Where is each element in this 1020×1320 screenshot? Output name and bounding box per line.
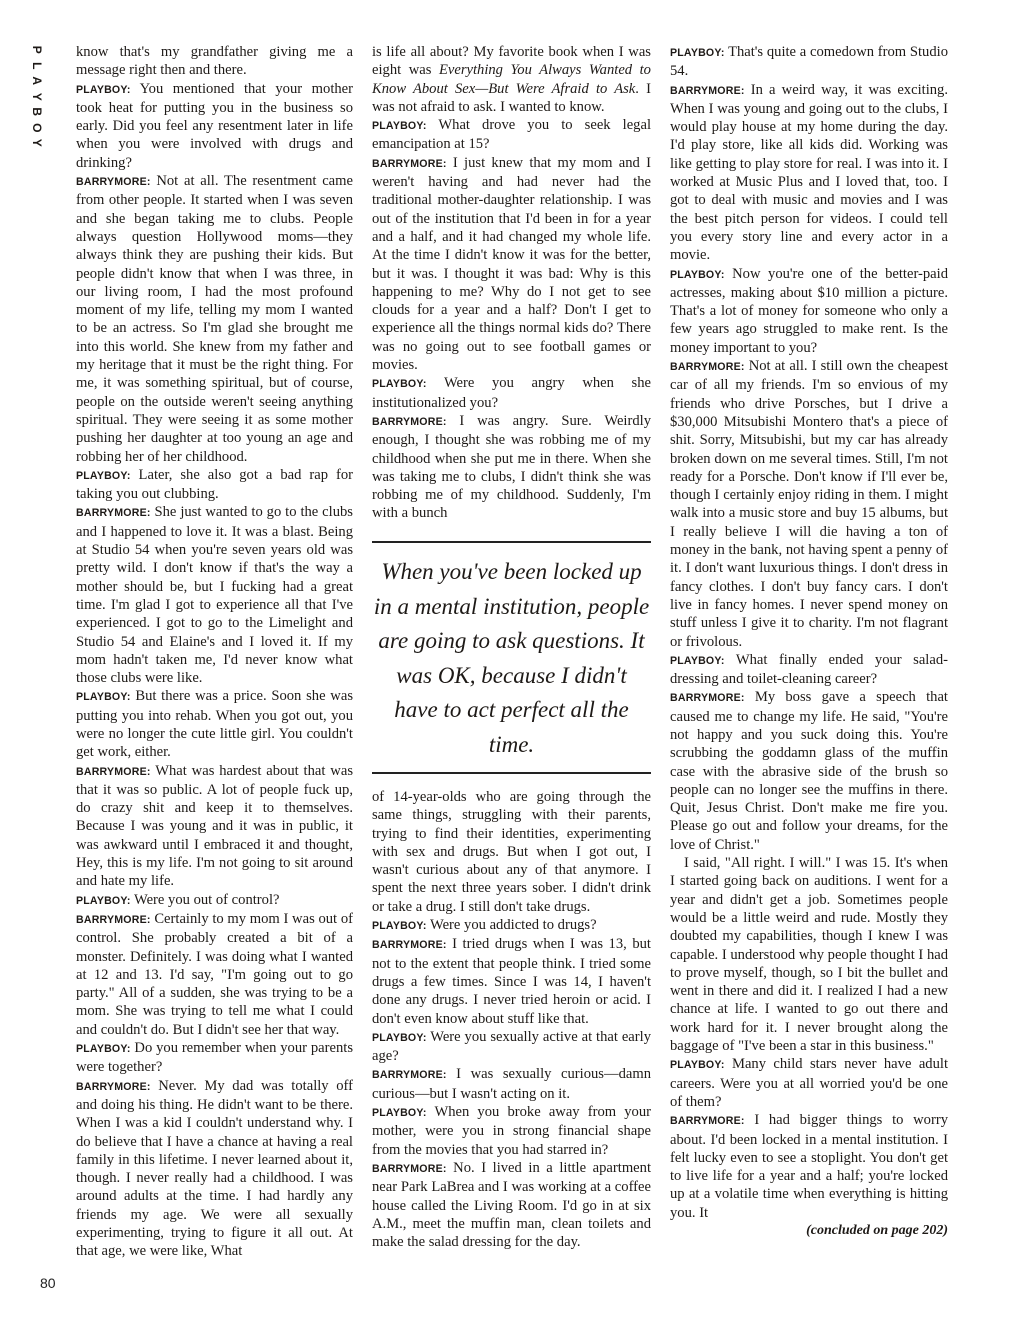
article-paragraph — [76, 80, 353, 172]
paragraph-text: What drove you to seek legal emancipation at 15? — [372, 117, 652, 153]
column-1 — [76, 43, 353, 1261]
article-paragraph — [670, 81, 948, 265]
pull-quote-bottom-rule — [372, 772, 651, 774]
paragraph-text: In a weird way, it was exciting. When I was young and going out to the clubs, I would play house at my home during the day. I'd play store, like all kids did. Working was like getting to play store for real. I was into it. I worked at Music Plus and I loved that, too. I got to deal with music and movies and I was the best pitch person for videos. I could tell you every story line and every actor in a movie. — [670, 81, 948, 264]
pull-quote: When you've been locked up in a mental institution, people are going to ask questions. It was OK, because I didn't have to act perfect all the time. — [373, 559, 650, 757]
speaker-label: BARRYMORE: — [372, 1069, 447, 1082]
speaker-label: BARRYMORE: — [372, 1162, 447, 1175]
speaker-label: PLAYBOY: — [76, 691, 131, 704]
speaker-label: BARRYMORE: — [670, 692, 745, 705]
speaker-label: PLAYBOY: — [670, 47, 725, 59]
speaker-label: PLAYBOY: — [76, 894, 131, 907]
article-paragraph — [670, 1111, 948, 1222]
speaker-label: PLAYBOY: — [76, 1043, 131, 1056]
speaker-label: PLAYBOY: — [670, 1059, 725, 1072]
paragraph-text: . I was not afraid to ask. I wanted to know. — [372, 80, 651, 115]
article-paragraph — [670, 651, 948, 689]
speaker-label: PLAYBOY: — [372, 1031, 427, 1044]
speaker-label: BARRYMORE: — [372, 415, 447, 428]
speaker-label: BARRYMORE: — [670, 361, 745, 374]
paragraph-text: Were you sexually active at that early age? — [372, 1028, 651, 1065]
masthead-letter: L — [29, 61, 44, 69]
paragraph-text: I just knew that my mom and I weren't having and had never had the traditional mother-daughter relationship. I was out of the institution that I'd been in for a year and a half, and it had changed my whole life. At the time I didn't know it was for the better, but it was. I thought it was bad: Why is this happening to me? Why do I not get to see clouds for a year and a half? Don't I get to experience all the things normal kids do? There was no going out to see football games or movies. — [372, 154, 651, 374]
column-2-top — [372, 43, 651, 523]
column-3 — [670, 43, 948, 1240]
article-paragraph — [372, 1065, 651, 1103]
speaker-label: BARRYMORE: — [76, 765, 151, 778]
paragraph-text: But there was a price. Soon she was putting you into rehab. When you got out, you were no longer the cute little girl. You couldn't get work, either. — [76, 688, 354, 761]
paragraph-text: Were you out of control? — [133, 891, 280, 908]
article-paragraph — [372, 116, 651, 154]
paragraph-text: Many child stars never have adult careers. Were you at all worried you'd be one of them? — [670, 1056, 948, 1110]
paragraph-text: I tried drugs when I was 13, but not to the extent that people think. I tried some drugs a few times. Since I was 14, I haven't done any drugs. I never tried heroin or acid. I don't even know about stuff like that. — [372, 936, 651, 1027]
article-paragraph — [372, 154, 651, 375]
article-paragraph — [372, 935, 651, 1027]
article-paragraph — [76, 762, 353, 891]
masthead-letter: Y — [29, 138, 44, 147]
book-title: Everything You Always Wanted to Know About Sex—But Were Afraid to Ask — [372, 62, 651, 97]
pull-quote-box — [372, 541, 651, 774]
article-paragraph — [670, 357, 948, 651]
article-paragraph — [76, 891, 353, 910]
article-paragraph — [670, 854, 948, 1055]
article-paragraph — [372, 916, 651, 935]
speaker-label: PLAYBOY: — [372, 1107, 427, 1120]
speaker-label: BARRYMORE: — [670, 1115, 745, 1128]
paragraph-text: My boss gave a speech that caused me to change my life. He said, "You're not happy and you suck doing this. You're scrubbing the goddamn glass of the muffin case with the abrasive side of the brush so people can no longer see the muffins in there. Quit, Jesus Christ. Don't make me fire you. Please go out and follow your dreams, for the love of Christ." — [670, 689, 948, 853]
paragraph-text: What was hardest about that was that it was so public. A lot of people fuck up, do crazy shit and keep it to themselves. Because I was young and it was in public, it was awkward until I embraced it and thought, Hey, this is my life. I'm not going to sit around and hate my life. — [76, 762, 353, 890]
article-paragraph — [372, 412, 651, 523]
article-paragraph — [372, 1028, 651, 1066]
paragraph-text: Now you're one of the better-paid actresses, making about $10 million a picture. That's a lot of money for someone who only a few years ago struggled to make rent. Is the money important to you? — [670, 265, 948, 356]
speaker-label: BARRYMORE: — [372, 939, 447, 952]
speaker-label: PLAYBOY: — [670, 654, 725, 667]
speaker-label: PLAYBOY: — [670, 268, 725, 281]
paragraph-text: is life all about? My favorite book when I was eight was — [372, 44, 651, 79]
continued-note: (concluded on page 202) — [806, 1223, 948, 1238]
article-paragraph — [372, 374, 651, 412]
article-paragraph — [76, 910, 353, 1039]
article-paragraph — [670, 265, 948, 357]
article-paragraph — [76, 466, 353, 504]
article-paragraph — [76, 172, 353, 466]
article-paragraph — [76, 687, 353, 761]
article-paragraph — [372, 788, 651, 916]
speaker-label: PLAYBOY: — [372, 120, 427, 133]
column-2-bottom — [372, 788, 651, 1251]
article-paragraph — [76, 1039, 353, 1077]
masthead-letter: A — [29, 76, 44, 86]
paragraph-text: know that's my grandfather giving me a message right then and there. — [76, 44, 353, 79]
paragraph-text: What finally ended your salad-dressing and toilet-cleaning career? — [670, 651, 948, 688]
playboy-masthead — [26, 42, 46, 151]
paragraph-text: Later, she also got a bad rap for taking you out clubbing. — [76, 466, 353, 503]
speaker-label: BARRYMORE: — [76, 913, 151, 926]
article-paragraph — [670, 43, 948, 81]
paragraph-text: When you broke away from your mother, were you in strong financial shape from the movies that you had starred in? — [372, 1104, 651, 1158]
article-paragraph — [76, 1077, 353, 1261]
speaker-label: BARRYMORE: — [76, 176, 151, 189]
paragraph-text: You mentioned that your mother took heat for putting you in the business so early. Did you feel any resentment later in life when you were involved with drugs and drinking? — [76, 80, 354, 171]
article-paragraph — [76, 503, 353, 687]
paragraph-text: Were you addicted to drugs? — [429, 917, 597, 934]
article-paragraph — [372, 1103, 651, 1159]
speaker-label: PLAYBOY: — [76, 469, 131, 482]
masthead-letter: O — [29, 122, 44, 132]
speaker-label: BARRYMORE: — [76, 507, 151, 520]
paragraph-text: I was angry. Sure. Weirdly enough, I thought she was robbing me of my childhood when she put me in there. When she was taking me to clubs, I didn't think she was robbing me of my childhood. Suddenly, I'm with a bunch — [372, 412, 651, 522]
speaker-label: PLAYBOY: — [372, 920, 427, 933]
masthead-letter: B — [29, 107, 44, 117]
paragraph-text: Not at all. The resentment came from other people. It started when I was seven and she began taking me to clubs. People always question Hollywood moms—they always think they are pushing their kids. But people didn't know that when I was three, in our living room, I had the most profound moment of my life, telling my mom I wanted to be an actress. So I'm glad she brought me into this world. She knew from my father and my heritage that it must be the right thing. For me, it was something spiritual, but of course, people on the outside weren't seeing anything spiritual. They were seeing it as some mother pushing her daughter at too young an age and robbing her of her childhood. — [76, 173, 353, 465]
masthead-letter: Y — [29, 92, 44, 101]
paragraph-text: Certainly to my mom I was out of control. She probably created a bit of a monster. Definitely. I was doing what I wanted at 12 and 13. I'd say, "I'm going out to go party." All of a sudden, she was trying to be a mom. She was trying to tell me what I could and couldn't do. But I didn't see her that way. — [76, 910, 353, 1038]
article-paragraph — [76, 43, 353, 80]
article-paragraph — [670, 688, 948, 854]
article-paragraph — [372, 43, 651, 116]
speaker-label: BARRYMORE: — [76, 1080, 151, 1093]
paragraph-text: She just wanted to go to the clubs and I happened to love it. It was a blast. Being at Studio 54 when you're seven years old was pretty wild. I don't know if that's the way a mother should be, but I fucking had a great time. I'm glad I got to experience all that I've experienced. I got to go to the Limelight and Studio 54 and Elaine's and I loved it. If my mom hadn't taken me, I'd never know what those clubs were like. — [76, 504, 353, 687]
speaker-label: PLAYBOY: — [76, 83, 131, 96]
paragraph-text: of 14-year-olds who are going through the same things, struggling with their parents, trying to find their identities, experimenting with sex and drugs. But when I got out, I wasn't curious about any of that anymore. I spent the next three years sober. I didn't drink or take a drug. I still don't take drugs. — [372, 789, 651, 915]
article-paragraph — [670, 1055, 948, 1111]
masthead-letter: P — [29, 45, 44, 54]
paragraph-text: No. I lived in a little apartment near Park LaBrea and I was working at a coffee house called the Living Room. I'd go in at six A.M., meet the muffin man, clean toilets and make the salad dressing for the day. — [372, 1159, 652, 1251]
paragraph-text: Not at all. I still own the cheapest car of all my friends. I'm so envious of my friends who drive Porsches, but I drive a $30,000 Mitsubishi Montero that's a piece of shit. Sorry, Mitsubishi, but my car has already broken down on me several times. Still, I'm not ready for a Porsche. Don't know if I'll ever be, though I certainly enjoy riding in them. I might walk into a music store and buy 15 albums, but I really believe I will die having a ton of money in the bank, not having spent a penny of it. I don't want luxurious things. I don't dress in fancy clothes. I don't buy fancy cars. I don't live in fancy homes. I never spend money on stuff unless I give it to charity. I'm not flagrant or frivolous. — [670, 358, 949, 650]
paragraph-text: I was sexually curious—damn curious—but I wasn't acting on it. — [372, 1066, 651, 1102]
paragraph-text: I had bigger things to worry about. I'd been locked in a mental institution. I felt lucky even to see a stoplight. You don't get to live life for a year and a half; you're locked up at a volatile time when everything is hitting you. It — [670, 1112, 948, 1221]
paragraph-text: Were you angry when she institutionalized you? — [372, 375, 651, 411]
speaker-label: PLAYBOY: — [372, 378, 427, 391]
article-paragraph — [372, 1159, 651, 1251]
paragraph-text: That's quite a comedown from Studio 54. — [670, 44, 948, 80]
speaker-label: BARRYMORE: — [372, 157, 447, 170]
paragraph-text: I said, "All right. I will." I was 15. It's when I started going back on auditions. I went for a year and didn't get a job. Sometimes people would be a little weird and rude. Mostly they doubted my capabilities, though I knew I was capable. I understood why people thought I had to prove myself, though, so I bit the bullet and went in there and did it. I realized I had a new chance at life. I wanted to go out there and work hard for it. I never brought along the baggage of "I've been a star in this business." — [670, 855, 949, 1055]
paragraph-text: Never. My dad was totally off and doing his thing. He didn't want to be there. When I was a kid I couldn't understand why. I do believe that I have a chance at having a real family in this lifetime. I never learned about it, though. I never really had a childhood. I was around adults at the time. I had hardly any friends my age. We were all sexually experimenting, trying to figure it all out. At that age, we were like, What — [76, 1077, 353, 1260]
paragraph-text: Do you remember when your parents were together? — [76, 1040, 353, 1076]
speaker-label: BARRYMORE: — [670, 84, 745, 97]
page-number: 80 — [40, 1275, 56, 1291]
